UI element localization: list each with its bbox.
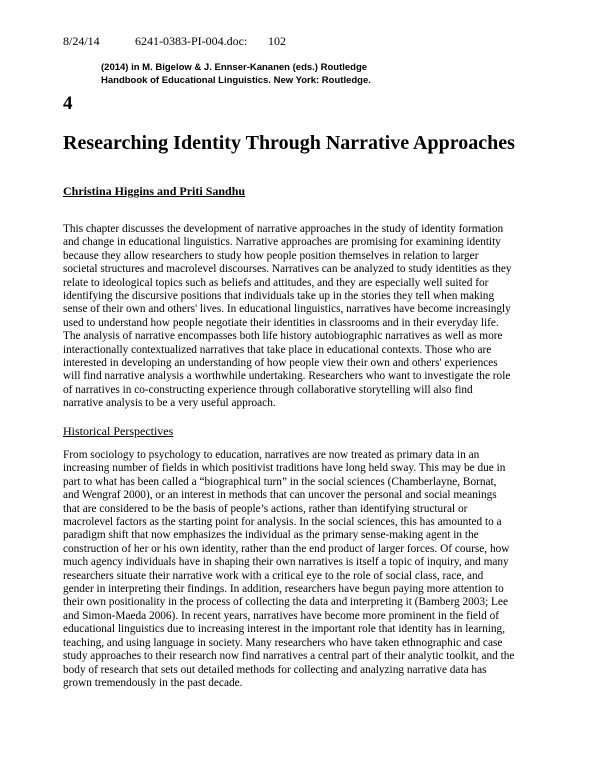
header-page-number: 102: [268, 34, 286, 48]
text-line: societal structures and macrolevel discourses. Narratives can be analyzed to study identities as they: [63, 263, 512, 276]
text-line: researchers situate their narrative work with a critical eye to the role of social class, race, and: [63, 569, 484, 582]
header-filename: 6241-0383-PI-004.doc:: [135, 34, 248, 48]
text-line: their own positionality in the process of collecting the data and interpreting it (Bamberg 2003; Lee: [63, 596, 508, 609]
historical-perspectives-paragraph: [63, 449, 539, 690]
text-line: much agency individuals have in shaping their own narratives is itself a topic of inquiry, and many: [63, 556, 509, 569]
section-heading-historical-perspectives: Historical Perspectives: [63, 424, 174, 438]
header-date: 8/24/14: [63, 34, 100, 48]
text-line: used to understand how people negotiate their identities in classrooms and in their everyday life.: [63, 316, 499, 329]
text-line: and Wengraf 2000), or an interest in methods that can uncover the personal and social meanings: [63, 489, 497, 502]
chapter-number: 4: [63, 93, 73, 114]
text-line: body of research that sets out detailed methods for collecting and analyzing narrative data has: [63, 663, 487, 676]
page-header: [63, 34, 286, 49]
text-line: macrolevel factors as the starting point for analysis. In the social sciences, this has amounted to a: [63, 516, 502, 529]
intro-paragraph: [63, 223, 539, 411]
text-line: sense of their own and others' lives. In educational linguistics, narratives have become increasingly: [63, 303, 511, 316]
text-line: The analysis of narrative encompasses both life history autobiographic narratives as well as more: [63, 330, 503, 343]
text-line: From sociology to psychology to education, narratives are now treated as primary data in an: [63, 449, 480, 461]
text-line: educational linguistics due to increasing interest in the important role that identity has in learning,: [63, 623, 506, 636]
text-line: interested in developing an understanding of how people view their own and others' experiences: [63, 357, 498, 370]
text-line: interactionally contextualized narratives that take place in educational contexts. Those who are: [63, 343, 492, 356]
text-line: study approaches to their research now find narratives a central part of their analytic toolkit, and the: [63, 650, 515, 663]
text-line: part to what has been called a “biographical turn” in the social sciences (Chamberlayne, Bornat,: [63, 475, 497, 488]
text-line: and Simon-Maeda 2006). In recent years, narratives have become more prominent in the field of: [63, 609, 500, 622]
text-line: This chapter discusses the development of narrative approaches in the study of identity formation: [63, 223, 504, 235]
text-line: grown tremendously in the past decade.: [63, 676, 243, 689]
source-citation: [101, 62, 441, 87]
text-line: relate to ideological topics such as beliefs and attitudes, and they are especially well suited for: [63, 276, 489, 289]
text-line: teaching, and using language in society. Many researchers who have taken ethnographic and case: [63, 636, 503, 649]
text-line: construction of her or his own identity, rather than the end product of larger forces. Of course, how: [63, 542, 510, 555]
text-line: will find narrative analysis a worthwhile undertaking. Researchers who want to investigate the role: [63, 370, 511, 383]
text-line: identifying the discursive positions that individuals take up in the stories they tell when making: [63, 290, 495, 303]
source-line: Handbook of Educational Linguistics. New York: Routledge.: [101, 74, 371, 86]
text-line: because they allow researchers to study how people position themselves in relation to larger: [63, 249, 479, 262]
text-line: paradigm shift that now emphasizes the individual as the primary sense-making agent in the: [63, 529, 479, 542]
text-line: gender in interpreting their findings. In addition, researchers have begun paying more attention to: [63, 583, 504, 596]
source-line: (2014) in M. Bigelow & J. Ennser-Kananen (eds.) Routledge: [101, 62, 368, 73]
text-line: that are considered to be the basis of people’s actions, rather than identifying structural or: [63, 502, 468, 515]
text-line: of narratives in co-constructing experience through collaborative storytelling will also find: [63, 383, 473, 396]
text-line: and change in educational linguistics. Narrative approaches are promising for examining identity: [63, 236, 501, 249]
authors-line: Christina Higgins and Priti Sandhu: [63, 184, 246, 198]
chapter-title: Researching Identity Through Narrative Approaches: [63, 132, 515, 154]
text-line: increasing number of fields in which positivist traditions have long held sway. This may be due in: [63, 462, 506, 475]
text-line: narrative analysis to be a very useful approach.: [63, 397, 276, 410]
